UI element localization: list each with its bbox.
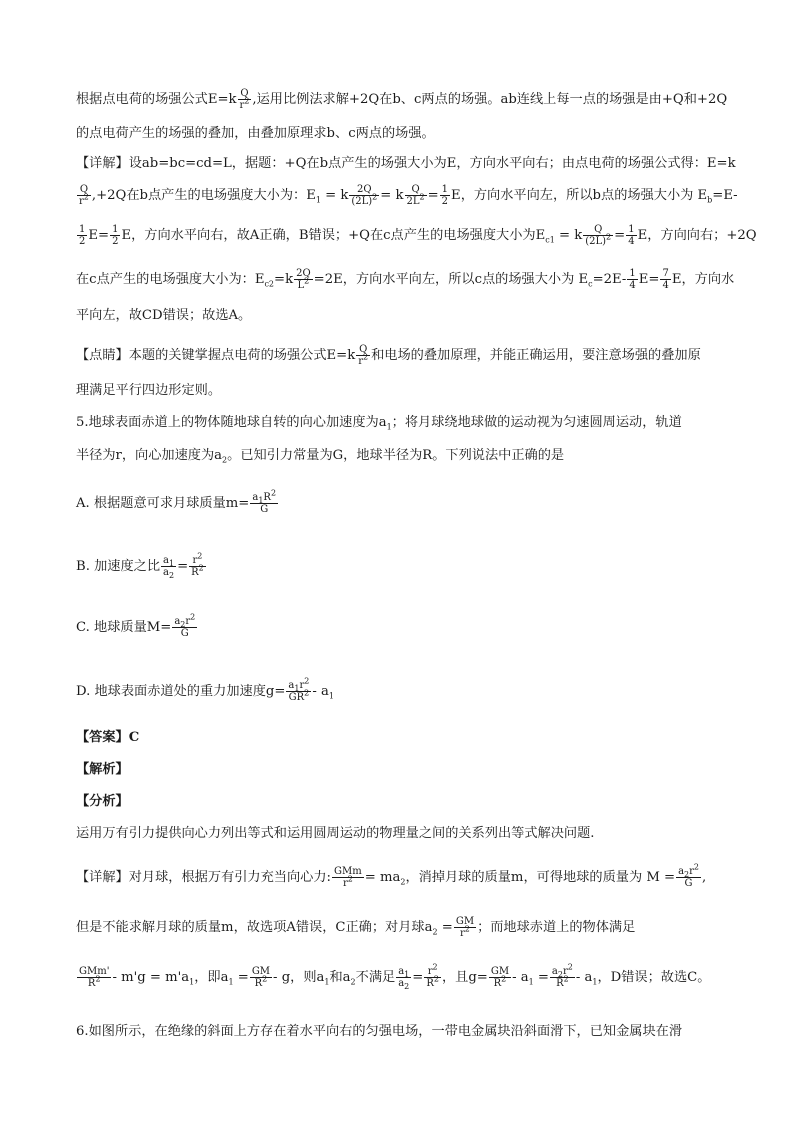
option-d: D. 地球表面赤道处的重力加速度g= $\frac{a_1r^2}{GR^2}$ - $a_1$ bbox=[76, 676, 334, 703]
question-6-stem: 6.如图所示，在绝缘的斜面上方存在着水平向右的匀强电场，一带电金属块沿斜面滑下，已知金属块在滑 bbox=[76, 1024, 683, 1039]
text-line: 根据点电荷的场强公式E=k $\frac{Q}{r^2}$ ,运用比例法求解+2Q在b、c两点的场强。ab连线上每一点的场强是由+Q和+2Q bbox=[76, 88, 728, 111]
fraction: $\frac{1}{4}$ bbox=[628, 224, 635, 247]
fraction: $\frac{GM}{R^2}$ bbox=[490, 966, 510, 989]
fraction: $\frac{1}{2}$ bbox=[441, 184, 449, 207]
analysis-label: 【解析】 bbox=[76, 762, 129, 777]
option-a: A. 根据题意可求月球质量m= $\frac{a_1R^2}{G}$ bbox=[76, 488, 277, 515]
fraction: $\frac{Q}{r^2}$ bbox=[79, 184, 89, 207]
fraction: $\frac{1}{2}$ bbox=[79, 224, 86, 247]
fraction: $\frac{Q}{(2L)^2}$ bbox=[585, 224, 612, 247]
text-line: 运用万有引力提供向心力列出等式和运用圆周运动的物理量之间的关系列出等式解决问题. bbox=[76, 826, 595, 841]
question-5-stem: 5.地球表面赤道上的物体随地球自转的向心加速度为$a_1$；将月球绕地球做的运动视为匀速圆周运动，轨道 bbox=[76, 415, 682, 432]
fraction: GMm' $R^2$ bbox=[79, 966, 110, 989]
fraction: $\frac{1}{2}$ bbox=[112, 224, 119, 247]
fraction: $\frac{Q}{r^2}$ bbox=[358, 344, 369, 367]
text-line: 【详解】对月球，根据万有引力充当向心力: GMm $r^2$ = $ma_2$，消掉月球的质量m，可得地球的质量为 M = $\frac{a_2r^2}{G}$ , bbox=[76, 862, 707, 889]
fraction: $\frac{1}{4}$ bbox=[629, 268, 636, 291]
text-line: $\frac{Q}{r^2}$ ,+2Q在b点产生的电场强度大小为：$E_1 = k$ $\frac{2Q}{(2L)^2}$ = k $\frac{Q}{2L^2}$ = $\frac{1}{2}$ E，方向水平向左，所以b点的场强大小为 $E_b=E-$ bbox=[79, 184, 738, 207]
fraction: $\frac{GM}{R^2}$ bbox=[251, 966, 271, 989]
fraction: $\frac{2Q}{(2L)^2}$ bbox=[351, 184, 378, 207]
text-line: 的点电荷产生的场强的叠加，由叠加原理求b、c两点的场强。 bbox=[76, 126, 435, 141]
text-line: 在c点产生的电场强度大小为：$E_{c2}=k$ $\frac{2Q}{L^2}$ =2E，方向水平向左，所以c点的场强大小为 $E_c=2E-$ $\frac{1}{4}$ E= $\frac{7}{4}$ E，方向水 bbox=[76, 268, 735, 291]
fraction: $\frac{a_1}{a_2}$ bbox=[163, 555, 175, 580]
fraction: $\frac{GM}{r^2}$ bbox=[455, 916, 475, 939]
text-line: 平向左，故CD错误；故选A。 bbox=[76, 308, 252, 323]
text-line: $\frac{1}{2}$ E= $\frac{1}{2}$ E，方向水平向右，故A正确，B错误；+Q在c点产生的电场强度大小为$E_{c1} = k$ $\frac{Q}{(2L)^2}$ = $\frac{1}{4}$ E，方向向右；+2Q bbox=[79, 224, 757, 247]
fraction: $\frac{r^2}{R^2}$ bbox=[426, 962, 439, 989]
fraction: $\frac{a_1R^2}{G}$ bbox=[252, 488, 277, 515]
fraction: $\frac{a_2r^2}{R^2}$ bbox=[551, 962, 573, 989]
text-line: 【详解】设ab=bc=cd=L，据题：+Q在b点产生的场强大小为E，方向水平向右；由点电荷的场强公式得：E=k bbox=[76, 156, 736, 171]
fraction: $\frac{a_1}{a_2}$ bbox=[398, 966, 410, 991]
text-line: 理满足平行四边形定则。 bbox=[76, 383, 222, 398]
fraction: $\frac{a_2r^2}{G}$ bbox=[678, 862, 700, 889]
text-line: 但是不能求解月球的质量m，故选项A错误，C正确；对月球$a_2$ = $\frac{GM}{r^2}$ ；而地球赤道上的物体满足 bbox=[76, 916, 636, 939]
fraction: $\frac{7}{4}$ bbox=[662, 268, 669, 291]
fraction: GMm $r^2$ bbox=[334, 866, 362, 889]
text-line: 【点睛】本题的关键掌握点电荷的场强公式E=k $\frac{Q}{r^2}$ 和电场的叠加原理，并能正确运用，要注意场强的叠加原 bbox=[76, 344, 701, 367]
answer-label: 【答案】C bbox=[76, 730, 140, 745]
text-line: 半径为r，向心加速度为$a_2$。已知引力常量为G，地球半径为R。下列说法中正确的是 bbox=[76, 448, 565, 465]
fraction: $\frac{a_1r^2}{GR^2}$ bbox=[288, 676, 310, 703]
fraction: $\frac{Q}{2L^2}$ bbox=[406, 184, 425, 207]
fraction: $\frac{a_2r^2}{G}$ bbox=[174, 612, 196, 639]
fraction: $\frac{r^2}{R^2}$ bbox=[191, 551, 204, 578]
fenxi-label: 【分析】 bbox=[76, 794, 129, 809]
fraction: $\frac{Q}{r^2}$ bbox=[239, 88, 250, 111]
option-b: B. 加速度之比 $\frac{a_1}{a_2}$ = $\frac{r^2}{R^2}$ bbox=[76, 551, 204, 580]
fraction: $\frac{2Q}{L^2}$ bbox=[296, 268, 311, 291]
option-c: C. 地球质量M= $\frac{a_2r^2}{G}$ bbox=[76, 612, 196, 639]
text-line: GMm' $R^2$ - $m'g = m'a_1$，即$a_1$ = $\frac{GM}{R^2}$ - g，则$a_1$和$a_2$不满足 $\frac{a_1}{a_2}$ = $\frac{r^2}{R^2}$ ，且g= $\frac{GM}{R^2}$ - $a_1$ = $\frac{a_2r^2}{R^2}$ - $a_1$，D错误；故选C。 bbox=[79, 962, 711, 991]
